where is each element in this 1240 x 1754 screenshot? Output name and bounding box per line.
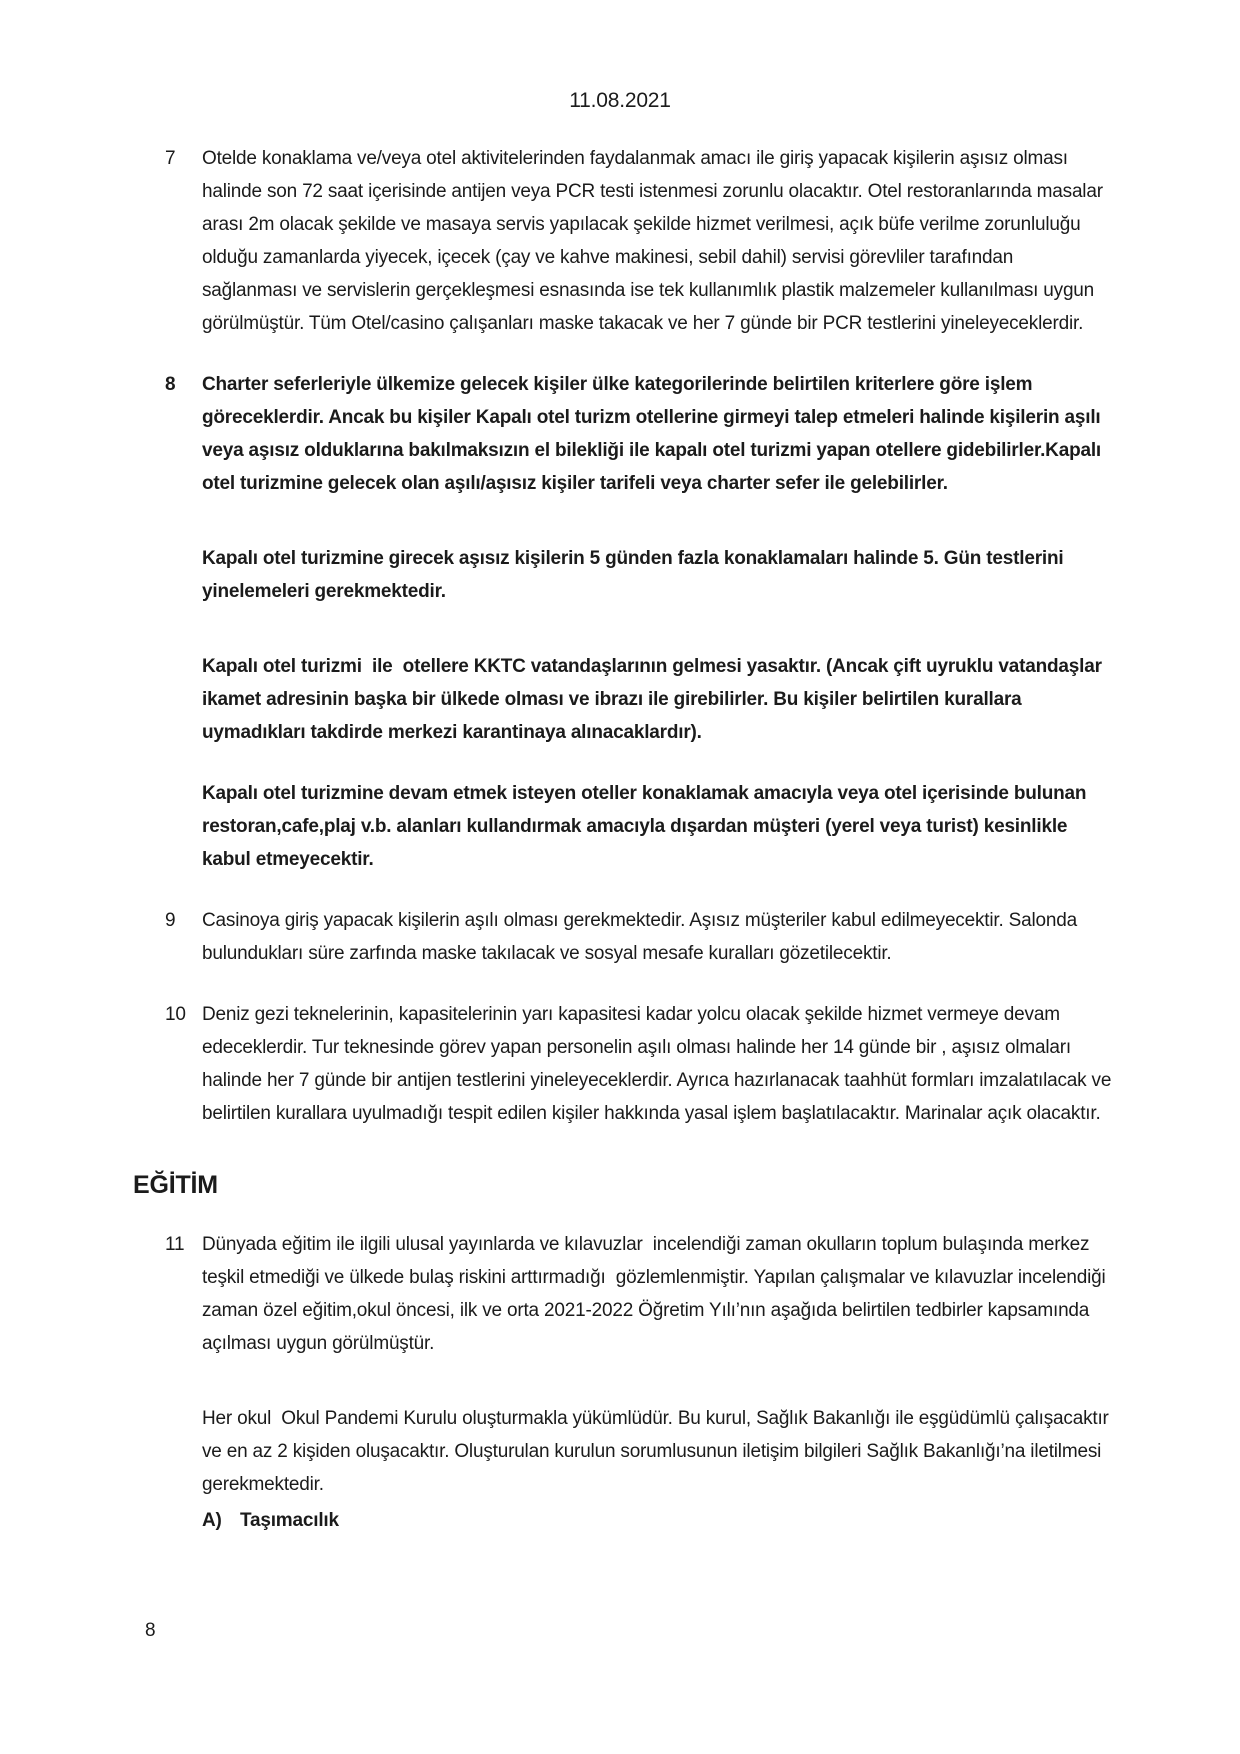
- item-8-subparagraph-1: [165, 542, 1112, 608]
- item-8-subparagraph-1-text: Kapalı otel turizmine girecek aşısız kişilerin 5 günden fazla konaklamaları halinde 5. Gün testlerini yinelemeleri gerekmektedir.: [202, 548, 1069, 602]
- item-10-text: Deniz gezi teknelerinin, kapasitelerinin yarı kapasitesi kadar yolcu olacak şekilde hizmet vermeye devam edeceklerdir. Tur teknesinde görev yapan personelin aşılı olması halinde her 14 günde bir , aşısız olmaları halinde her 7 günde bir antijen testlerini yineleyeceklerdir. Ayrıca hazırlanacak taahhüt formları imzalatılacak ve belirtilen kurallara uyulmadığı tespit edilen kişiler hakkında yasal işlem başlatılacaktır. Marinalar açık olacaktır.: [202, 1004, 1117, 1124]
- item-7-text: Otelde konaklama ve/veya otel aktivitelerinden faydalanmak amacı ile giriş yapacak kişilerin aşısız olması halinde son 72 saat içerisinde antijen veya PCR testi istenmesi zorunlu olacaktır. Otel restoranlarında masalar arası 2m olacak şekilde ve masaya servis yapılacak şekilde hizmet verilmesi, açık büfe verilme zorunluluğu olduğu zamanlarda yiyecek, içecek (çay ve kahve makinesi, sebil dahil) servisi görevliler tarafından sağlanması ve servislerin gerçekleşmesi esnasında ise tek kullanımlık plastik malzemeler kullanılması uygun görülmüştür. Tüm Otel/casino çalışanları maske takacak ve her 7 günde bir PCR testlerini yineleyeceklerdir.: [202, 148, 1108, 334]
- item-10-number: 10: [165, 1004, 186, 1025]
- document-date: 11.08.2021: [569, 89, 671, 112]
- list-item-7: [165, 142, 1112, 340]
- list-item-8: [165, 368, 1112, 500]
- item-9-text: Casinoya giriş yapacak kişilerin aşılı olması gerekmektedir. Aşısız müşteriler kabul edilmeyecektir. Salonda bulundukları süre zarfında maske takılacak ve sosyal mesafe kuralları gözetilecektir.: [202, 910, 1083, 964]
- item-11-number: 11: [165, 1234, 185, 1255]
- sublist-item-a-text: Taşımacılık: [240, 1510, 339, 1531]
- item-11-text: Dünyada eğitim ile ilgili ulusal yayınlarda ve kılavuzlar incelendiği zaman okulların toplum bulaşında merkez teşkil etmediği ve ülkede bulaş riskini arttırmadığı gözlemlenmiştir. Yapılan çalışmalar ve kılavuzlar incelendiği zaman özel eğitim,okul öncesi, ilk ve orta 2021-2022 Öğretim Yılı’nın aşağıda belirtilen tedbirler kapsamında açılması uygun görülmüştür.: [202, 1234, 1111, 1354]
- item-7-number: 7: [165, 148, 176, 169]
- list-item-9: [165, 904, 1112, 970]
- item-11-subparagraph-text: Her okul Okul Pandemi Kurulu oluşturmakla yükümlüdür. Bu kurul, Sağlık Bakanlığı ile eşgüdümlü çalışacaktır ve en az 2 kişiden oluşacaktır. Oluşturulan kurulun sorumlusunun iletişim bilgileri Sağlık Bakanlığı’na iletilmesi gerekmektedir.: [202, 1408, 1114, 1495]
- list-item-10: [165, 998, 1117, 1130]
- list-item-11: [165, 1228, 1112, 1360]
- item-9-number: 9: [165, 910, 176, 931]
- item-8-subparagraph-2-text: Kapalı otel turizmi ile otellere KKTC vatandaşlarının gelmesi yasaktır. (Ancak çift uyruklu vatandaşlar ikamet adresinin başka bir ülkede olması ve ibrazı ile girebilirler. Bu kişiler belirtilen kurallara uymadıkları takdirde merkezi karantinaya alınacaklardır).: [202, 656, 1107, 743]
- item-8-text: Charter seferleriyle ülkemize gelecek kişiler ülke kategorilerinde belirtilen kriterlere göre işlem göreceklerdir. Ancak bu kişiler Kapalı otel turizm otellerine girmeyi talep etmeleri halinde kişilerin aşılı veya aşısız olduklarına bakılmaksızın el bilekliği ile kapalı otel turizmi yapan otellere gidebilirler.Kapalı otel turizmine gelecek olan aşılı/aşısız kişiler tarifeli veya charter sefer ile gelebilirler.: [202, 374, 1107, 494]
- sublist-item-a-label: A): [202, 1510, 222, 1531]
- item-8-subparagraph-3: [165, 777, 1112, 876]
- item-8-subparagraph-3-text: Kapalı otel turizmine devam etmek isteyen oteller konaklamak amacıyla veya otel içerisinde bulunan restoran,cafe,plaj v.b. alanları kullandırmak amacıyla dışardan müşteri (yerel veya turist) kesinlikle kabul etmeyecektir.: [202, 783, 1092, 870]
- item-11-subparagraph: [165, 1402, 1112, 1501]
- item-8-number: 8: [165, 374, 176, 395]
- page-number: 8: [145, 1620, 156, 1641]
- section-heading-egitim: EĞİTİM: [133, 1171, 218, 1199]
- item-8-subparagraph-2: [165, 650, 1112, 749]
- sublist-item-a: [165, 1504, 1112, 1537]
